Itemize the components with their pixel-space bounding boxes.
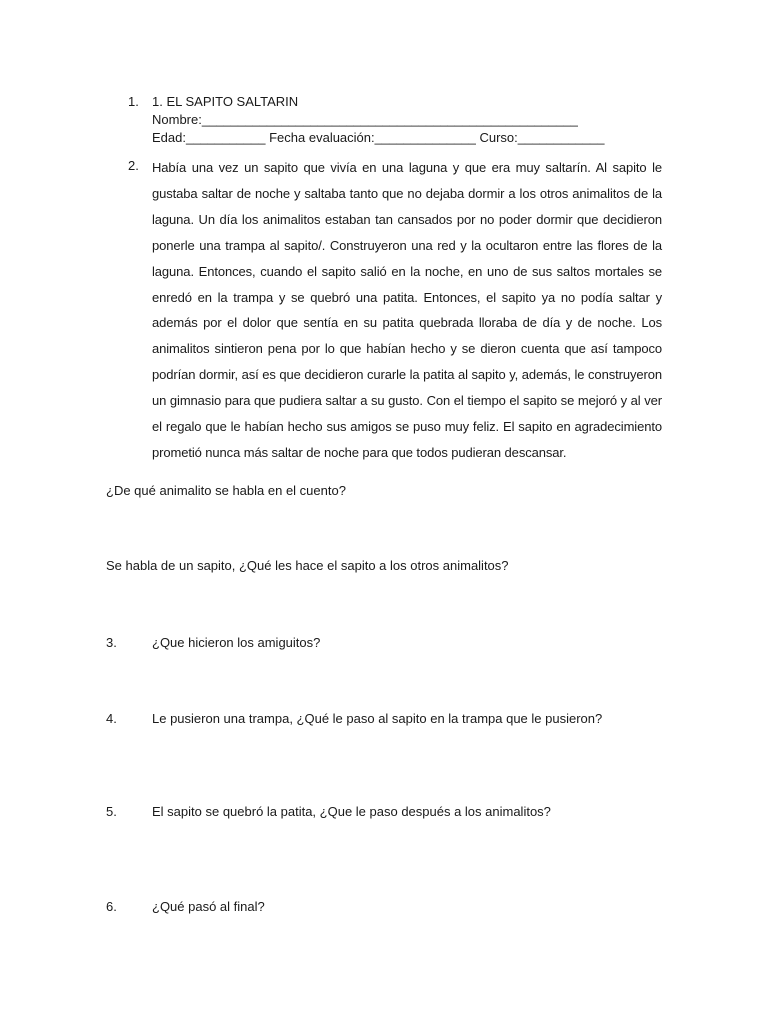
info-field-line: Edad:___________ Fecha evaluación:______________ Curso:____________ xyxy=(152,130,605,145)
question-3-number: 3. xyxy=(106,635,117,650)
question-6-number: 6. xyxy=(106,899,117,914)
name-field-line: Nombre:____________________________________________________ xyxy=(152,112,578,127)
item-1-number: 1. xyxy=(128,94,139,109)
question-6-text: ¿Qué pasó al final? xyxy=(152,899,265,914)
question-5-text: El sapito se quebró la patita, ¿Que le paso después a los animalitos? xyxy=(152,804,551,819)
worksheet-title: 1. EL SAPITO SALTARIN xyxy=(152,94,299,109)
question-4-text: Le pusieron una trampa, ¿Qué le paso al sapito en la trampa que le pusieron? xyxy=(152,711,603,726)
question-5-number: 5. xyxy=(106,804,117,819)
question-4-number: 4. xyxy=(106,711,117,726)
story-paragraph: Había una vez un sapito que vivía en una laguna y que era muy saltarín. Al sapito le gustaba saltar de noche y saltaba tanto que no dejaba dormir a los otros animalitos de la laguna. Un día los animalitos estaban tan cansados por no poder dormir que decidieron ponerle una trampa al sapito/. Construyeron una red y la ocultaron entre las flores de la laguna. Entonces, cuando el sapito salió en la noche, en uno de sus saltos mortales se enredó en la trampa y se quebró una patita. Entonces, el sapito ya no podía saltar y además por el dolor que sentía en su patita quebrada lloraba de día y de noche. Los animalitos sintieron pena por lo que habían hecho y se dieron cuenta que así tampoco podrían dormir, así es que decidieron curarle la patita al sapito y, además, le construyeron un gimnasio para que pudiera saltar a su gusto. Con el tiempo el sapito se mejoró y al ver el regalo que le habían hecho sus amigos se puso muy feliz. El sapito en agradecimiento prometió nunca más saltar de noche para que todos pudieran descansar. xyxy=(152,160,662,460)
question-3-text: ¿Que hicieron los amiguitos? xyxy=(152,635,321,650)
item-2-number: 2. xyxy=(128,158,139,173)
question-what-sapito-does: Se habla de un sapito, ¿Qué les hace el sapito a los otros animalitos? xyxy=(106,558,509,573)
question-animal: ¿De qué animalito se habla en el cuento? xyxy=(106,483,346,498)
